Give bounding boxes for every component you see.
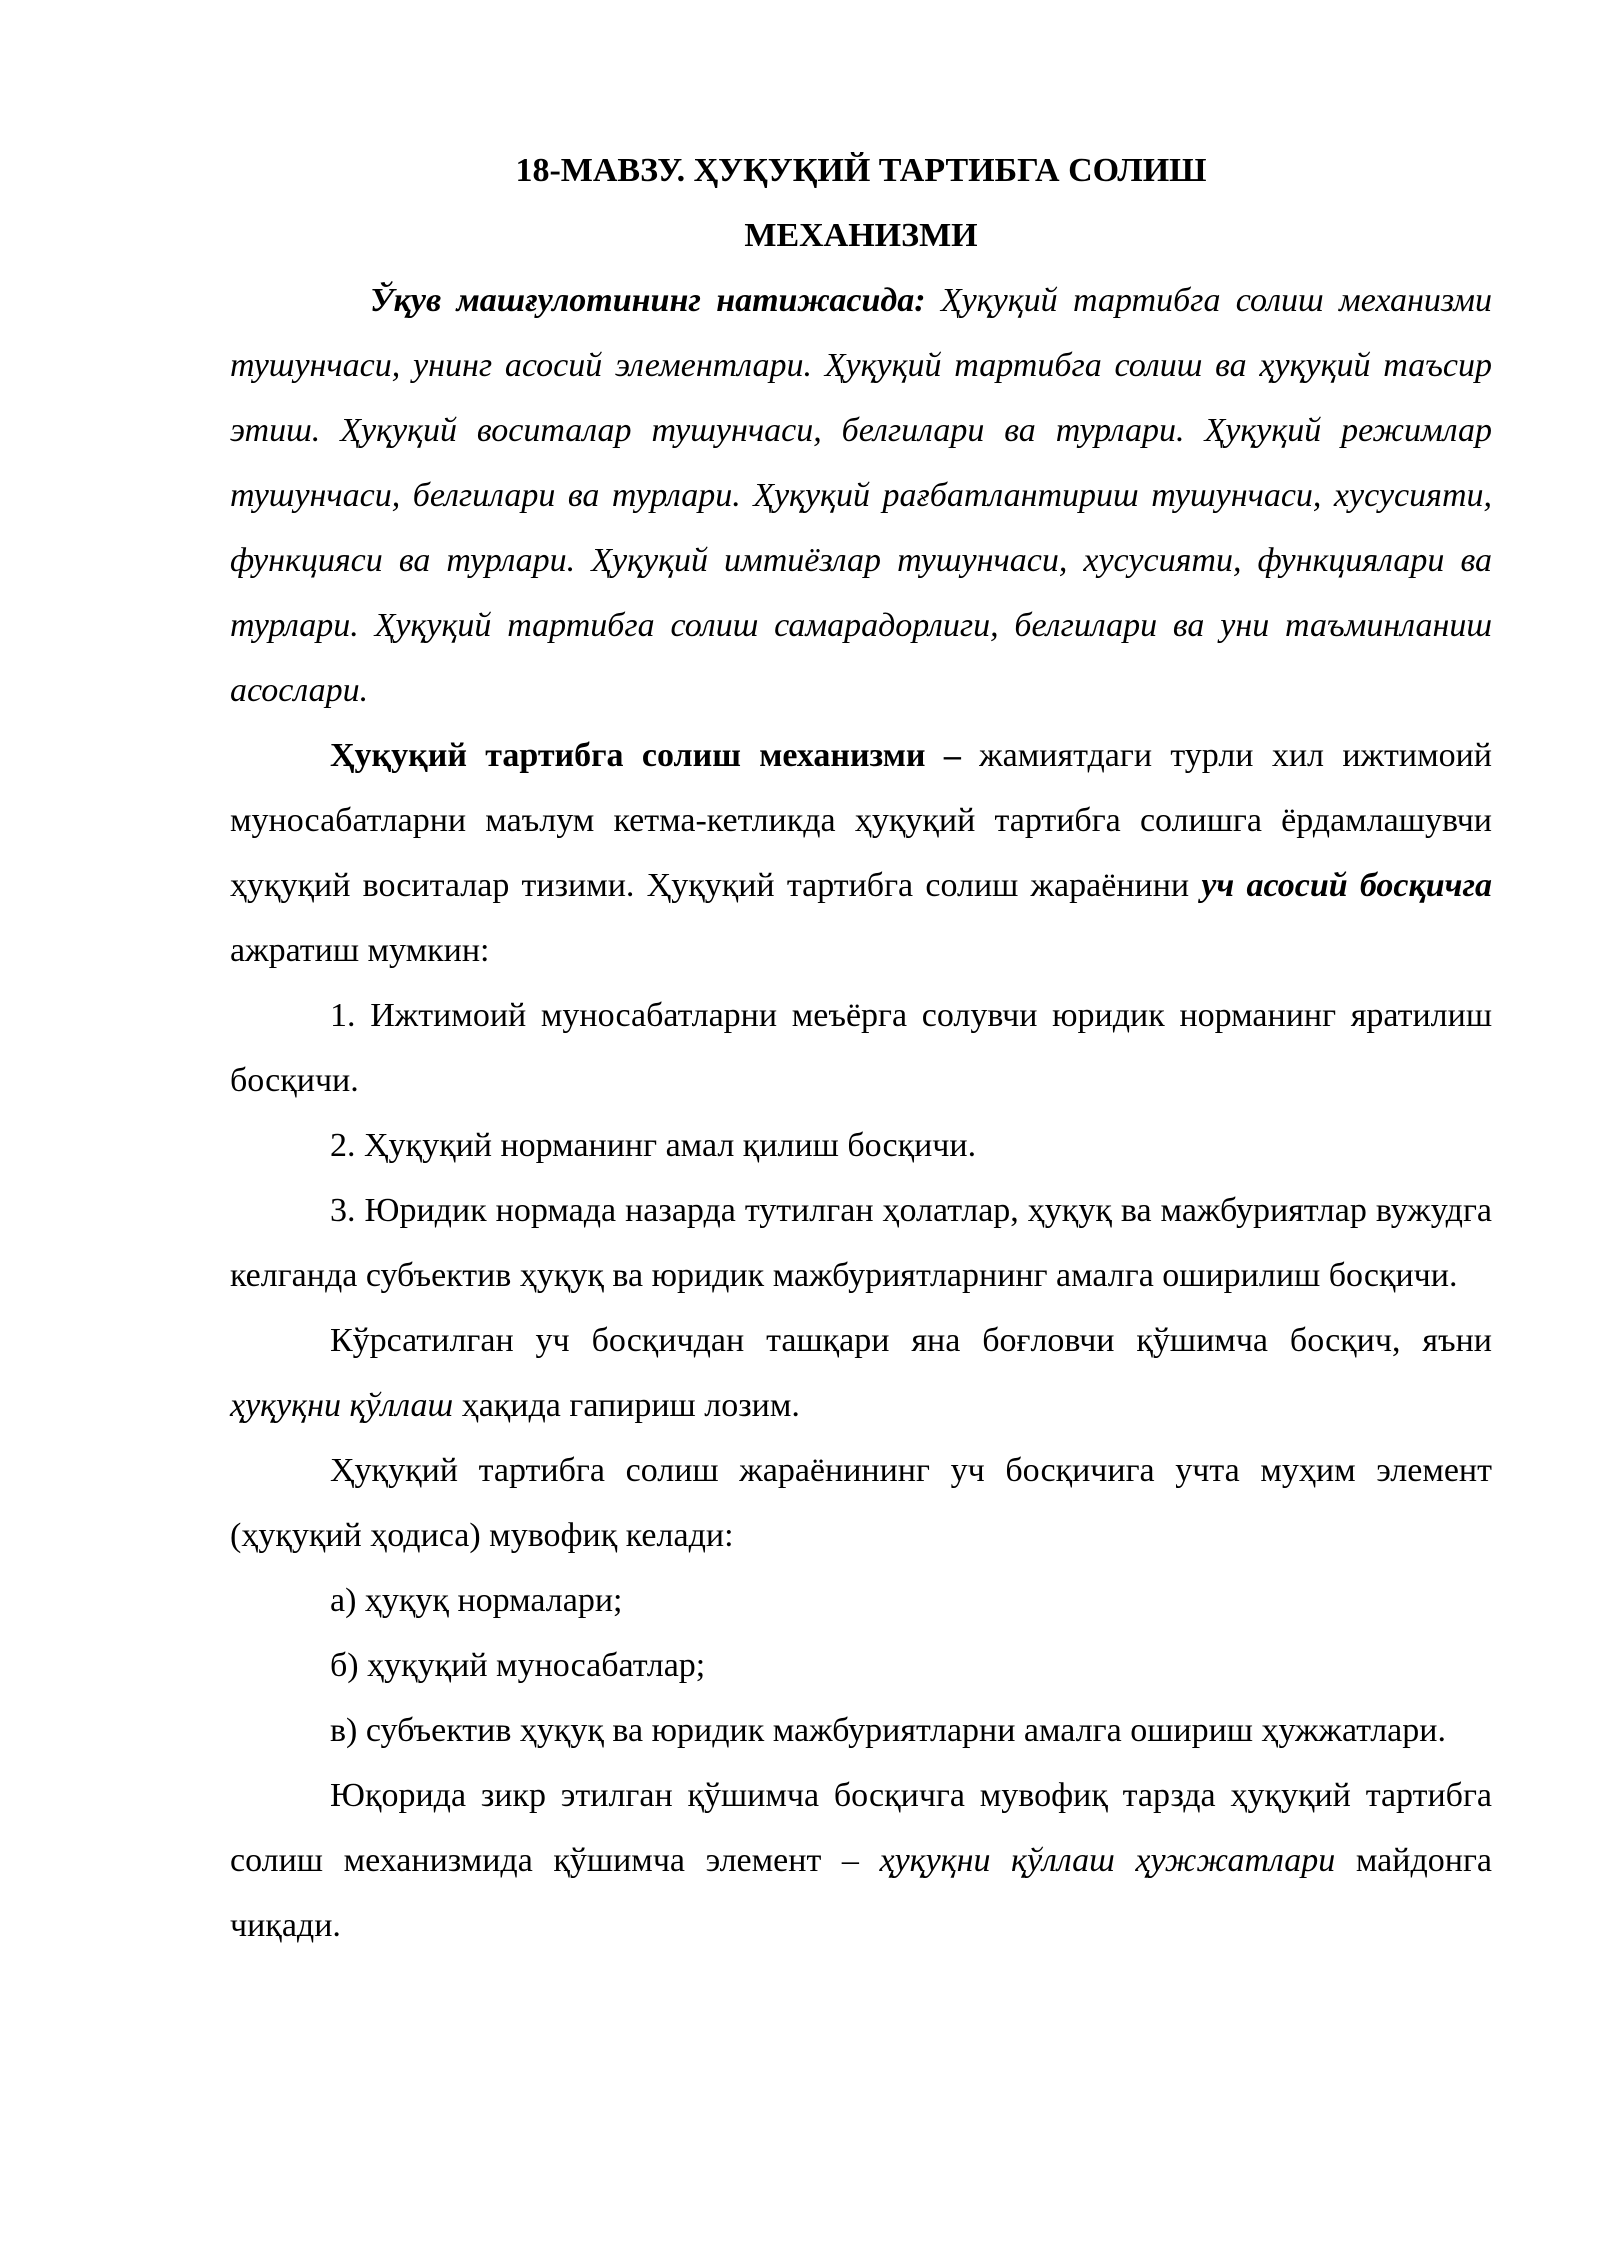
definition-text-1: жамиятдаги турли хил ижтимоий муносабатларни маълум кетма-кетликда ҳуқуқий тартибга солишга ёрдамлашувчи ҳуқуқий воситалар тизими. Ҳуқуқий тартибга солиш жараёнини — [230, 737, 1492, 904]
element-item-c: в) субъектив ҳуқуқ ва юридик мажбуриятларни амалга ошириш ҳужжатлари. — [330, 1712, 1446, 1749]
stage-item-3: 3. Юридик нормада назарда тутилган ҳолатлар, ҳуқуқ ва мажбуриятлар вужудга келганда субъектив ҳуқуқ ва юридик мажбуриятларнинг амалга оширилиш босқичи. — [230, 1192, 1492, 1294]
document-body — [230, 138, 1492, 1958]
definition-text-2: ажратиш мумкин: — [230, 932, 490, 969]
topic-title: 18-МАВЗУ. ҲУҚУҚИЙ ТАРТИБГА СОЛИШ — [515, 152, 1207, 189]
additional-stage-text-1: Кўрсатилган уч босқичдан ташқари яна боғловчи қўшимча босқич, яъни — [330, 1322, 1492, 1359]
conclusion-paragraph — [230, 1763, 1492, 1958]
additional-stage-text-2: ҳақида гапириш лозим. — [453, 1387, 800, 1424]
topic-title-continued: МЕХАНИЗМИ — [744, 217, 978, 254]
element-item-b: б) ҳуқуқий муносабатлар; — [330, 1647, 706, 1684]
additional-stage-paragraph — [230, 1308, 1492, 1438]
learning-outcomes-text: Ҳуқуқий тартибга солиш механизми тушунчаси, унинг асосий элементлари. Ҳуқуқий тартибга солиш ва ҳуқуқий таъсир этиш. Ҳуқуқий воситалар тушунчаси, белгилари ва турлари. Ҳуқуқий режимлар тушунчаси, белгилари ва турлари. Ҳуқуқий рағбатлантириш тушунчаси, хусусияти, функцияси ва турлари. Ҳуқуқий имтиёзлар тушунчаси, хусусияти, функциялари ва турлари. Ҳуқуқий тартибга солиш самарадорлиги, белгилари ва уни таъминланиш асослари. — [230, 282, 1492, 709]
additional-stage-emphasis: ҳуқуқни қўллаш — [230, 1387, 454, 1424]
conclusion-emphasis: ҳуқуқни қўллаш ҳужжатлари — [879, 1842, 1336, 1879]
definition-term: Ҳуқуқий тартибга солиш механизми – — [330, 737, 961, 774]
definition-paragraph — [230, 723, 1492, 983]
conclusion-text-1: Юқорида зикр этилган қўшимча босқичга мувофиқ тарзда ҳуқуқий тартибга солиш механизмида қўшимча элемент – — [230, 1777, 1492, 1879]
element-item-a: а) ҳуқуқ нормалари; — [330, 1582, 623, 1619]
learning-outcomes-paragraph — [230, 268, 1492, 723]
definition-emphasis: уч асосий босқичга — [1201, 867, 1492, 904]
learning-outcomes-lead: Ўқув машғулотининг натижасида: — [370, 282, 926, 319]
stage-item-1: 1. Ижтимоий муносабатларни меъёрга солувчи юридик норманинг яратилиш босқичи. — [230, 997, 1492, 1099]
elements-intro-paragraph: Ҳуқуқий тартибга солиш жараёнининг уч босқичига учта муҳим элемент (ҳуқуқий ҳодиса) мувофиқ келади: — [230, 1452, 1492, 1554]
stage-item-2: 2. Ҳуқуқий норманинг амал қилиш босқичи. — [330, 1127, 977, 1164]
conclusion-text-2: майдонга чиқади. — [230, 1842, 1492, 1944]
